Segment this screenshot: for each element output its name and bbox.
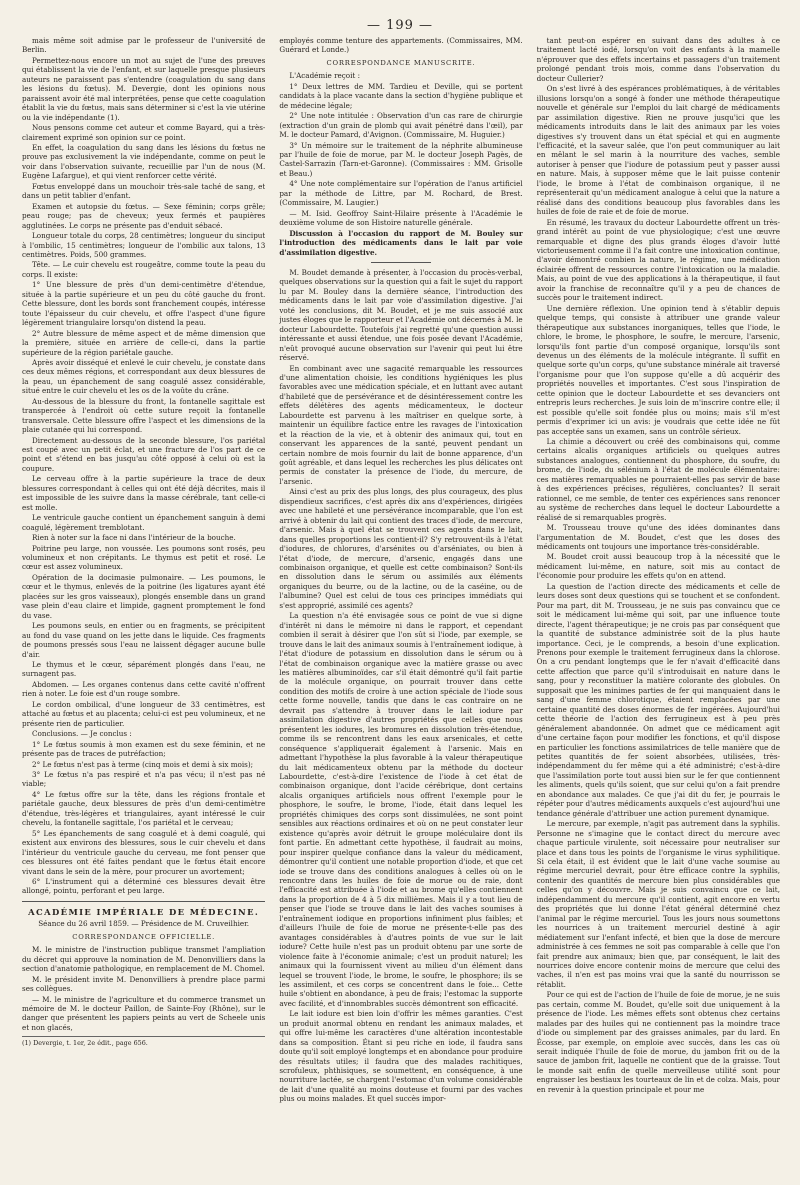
list-item: 3° Un mémoire sur le traitement de la néphrite albumineuse par l'huile de foie de morue, par M. le docteur Joseph Pagès, de Castel-Sarrazin (Tarn-et-Garonne). (Commissaires : MM. Grisolle et Beau.) — [279, 140, 523, 178]
column-3 — [537, 36, 780, 1173]
paragraph: M. le président invite M. Denonvilliers à prendre place parmi ses collègues. — [22, 974, 266, 994]
paragraph: On s'est livré à des espérances problématiques, à de véritables illusions lorsqu'on a songé à fonder une méthode thérapeutique nouvelle et générale sur l'emploi du lait chargé de médicaments par assimilation digestive. Rien ne prouve jusqu'ici que les médicaments introduits dans le lait des animaux par les voies digestives s'y trouvent dans un état spécial et qui en augmente l'efficacité, et la saveur salée, que l'on peut communiquer au lait en mêlant le sel marin à la nourriture des vaches, semble autoriser à penser que l'iodure de potassium peut y passer aussi en nature. Mais, à supposer même que le lait puisse contenir l'iode, le brome à l'état de combinaison organique, il ne représenterait qu'un médicament analogue à celui que la nature a réalisé dans des conditions beaucoup plus favorables dans les huiles de foie de raie et de foie de morue. — [536, 84, 780, 217]
paragraph: 2° Autre blessure de même aspect et de même dimension que la première, située en arrière de celle-ci, dans la partie supérieure de la région pariétale gauche. — [22, 328, 266, 357]
paragraph: M. Boudet demande à présenter, à l'occasion du procès-verbal, quelques observations sur la question qui a fait le sujet du rapport lu par M. Bouley dans la dernière séance, l'introduction des médicaments dans le lait par voie d'assimilation digestive. J'ai voté les conclusions, dit M. Boudet, et je me suis associé aux justes éloges que le rapporteur et l'Académie ont décernés à M. le docteur Labourdette. Toutefois j'ai regretté qu'une question aussi intéressante et aussi étendue, une fois posée devant l'Académie, n'eût provoqué aucune observation sur l'avenir qui peut lui être réservé. — [279, 267, 523, 363]
correspondance-manuscrite-heading: CORRESPONDANCE MANUSCRITE. — [326, 58, 476, 67]
column-1-body — [22, 36, 265, 896]
paragraph: Après avoir disséqué et enlevé le cuir chevelu, je constate dans ces deux mêmes régions, et correspondant aux deux blessures de la peau, un épanchement de sang coagulé assez considérable, situé entre le cuir chevelu et les os de la voûte du crâne. — [22, 357, 266, 396]
paragraph: mais même soit admise par le professeur de l'université de Berlin. — [22, 36, 266, 55]
paragraph: Une dernière réflexion. Une opinion tend à s'établir depuis quelque temps, qui consiste à attribuer une grande valeur thérapeutique aux substances inorganiques, telles que l'iode, le chlore, le brome, le phosphore, le soufre, le mercure, l'arsenic, lorsqu'ils font partie d'un composé organique, lorsqu'ils sont devenus un des éléments de la molécule intégrante. Il suffit en quelque sorte qu'un corps, qu'une substance minérale ait traversé l'organisme pour que l'on suppose qu'elle a dû acquérir des propriétés nouvelles et importantes. C'est sous l'inspiration de cette opinion que le docteur Labourdette et ses devanciers ont entrepris leurs recherches. Je suis loin de m'inscrire contre elle; il est possible qu'elle soit fondée plus ou moins; mais s'il m'est permis d'exprimer ici un avis: je voudrais que cette idée ne fût pas acceptée sans un examen, sans un contrôle sérieux. — [536, 303, 780, 436]
columns — [22, 36, 780, 1173]
list-item: 1° Deux lettres de MM. Tardieu et Deville, qui se portent candidats à la place vacante dans la section d'hygiène publique et de médecine légale; — [279, 81, 523, 110]
academy-title: ACADÉMIE IMPÉRIALE DE MÉDECINE. — [28, 906, 260, 917]
column-3-body — [537, 36, 780, 1094]
paragraph: Fœtus enveloppé dans un mouchoir très-sale taché de sang, et dans un petit tablier d'enfant. — [22, 181, 266, 201]
paragraph: Conclusions. — Je conclus : — [32, 729, 132, 739]
paragraph: 3° Le fœtus n'a pas respiré et n'a pas vécu; il n'est pas né viable; — [22, 769, 266, 789]
section-divider — [22, 901, 265, 902]
paragraph: tant peut-on espérer en suivant dans des adultes à ce traitement lacté iodé, lorsqu'on voit des enfants à la mamelle n'éprouver que des effets incertains et passagers d'un traitement prolongé pendant trois mois, comme dans l'observation du docteur Cullerier? — [536, 36, 780, 83]
paragraph: Le thymus et le cœur, séparément plongés dans l'eau, ne surnagent pas. — [22, 660, 266, 679]
paragraph: Poitrine peu large, non voussée. Les poumons sont rosés, peu volumineux et non crépitants. Le thymus est petit et rosé. Le cœur est assez volumineux. — [22, 543, 266, 572]
column-1 — [22, 36, 265, 1173]
paragraph: 5° Les épanchements de sang coagulé et à demi coagulé, qui existent aux environs des blessures, sous le cuir chevelu et dans l'intérieur du ventricule gauche du cerveau, me font penser que ces blessures ont été faites pendant que le fœtus était encore vivant dans le sein de la mère, pour procurer un avortement; — [22, 828, 266, 876]
paragraph: 6° L'instrument qui a déterminé ces blessures devait être allongé, pointu, perforant et peu large. — [22, 876, 266, 896]
paragraph: Rien à noter sur la face ni dans l'intérieur de la bouche. — [32, 533, 236, 543]
correspondance-manuscrite-items — [279, 82, 522, 228]
discussion-heading: Discussion à l'occasion du rapport de M. Bouley sur l'introduction des médicaments dans le lait par voie d'assimilation digestive. — [279, 228, 523, 257]
column-2 — [279, 36, 522, 1173]
paragraph: M. Trousseau trouve qu'une des idées dominantes dans l'argumentation de M. Boudet, c'est que les doses des médicaments ont toujours une importance très-considérable. — [536, 523, 780, 552]
paragraph: Le mercure, par exemple, n'agit pas autrement dans la syphilis. Personne ne s'imagine que le contact direct du mercure avec chaque particule virulente, soit nécessaire pour neutraliser sur place et dans tous les points de l'organisme le virus syphilitique. Si cela était, il est évident que le lait d'une vache soumise au régime mercuriel devrait, pour être efficace contre la syphilis, contenir des quantités de mercure bien plus considérables que celles qu'on y découvre. Mais je suis convaincu que ce lait, indépendamment du mercure qu'il contient, agit encore en vertu des propriétés que lui donne l'état général déterminé chez l'animal par le régime mercuriel. Tous les jours nous soumettons les nourrices à un traitement mercuriel destiné à agir médiatement sur l'enfant infecté, et bien que la dose de mercure administrée à ces femmes ne soit pas comparable à celle que l'on fait prendre aux animaux; bien que, par conséquent, le lait des nourrices doive encore contenir moins de mercure que celui des vaches, il n'en est pas moins vrai que la santé du nourrisson se rétablit. — [536, 819, 780, 989]
paragraph: Abdomen. — Les organes contenus dans cette cavité n'offrent rien à noter. Le foie est d'un rouge sombre. — [22, 679, 266, 699]
footnote: (1) Devergie, t. 1er, 2e édit., page 656. — [22, 1036, 265, 1048]
paragraph: Au-dessous de la blessure du front, la fontanelle sagittale est transpercée à l'endroit où cette suture reçoit la fontanelle transversale. Cette blessure offre l'aspect et les dimensions de la plaie cutanée qui lui correspond. — [22, 396, 266, 435]
paragraph: Le ventricule gauche contient un épanchement sanguin à demi coagulé, légèrement tremblotant. — [22, 513, 266, 532]
column-2-body — [279, 268, 522, 1104]
list-item: 4° Une note complémentaire sur l'opération de l'anus artificiel par la méthode de Littre, par M. Rochard, de Brest. (Commissaire, M. Laugier.) — [279, 179, 523, 208]
paragraph: Tête. — Le cuir chevelu est rougeâtre, comme toute la peau du corps. Il existe: — [22, 260, 266, 279]
paragraph: Le lait iodure est bien loin d'offrir les mêmes garanties. C'est un produit anormal obtenu en rendant les animaux malades, et qui offre lui-même les caractères d'une altération incontestable dans sa composition. Étant si peu riche en iode, il faudra sans doute qu'il soit employé longtemps et en abondance pour produire des résultats utiles; il faudra que des malades rachitiques, scrofuleux, phthisiques, se soumettent, en conséquence, à une nourriture lactée, se chargent l'estomac d'un volume considérable de lait d'une qualité au moins douteuse et fourni par des vaches plus ou moins malades. Et quel succès impor- — [279, 1009, 523, 1104]
paragraph: Directement au-dessous de la seconde blessure, l'os pariétal est coupé avec un petit éclat, et une fracture de l'os part de ce point et s'étend en bas jusqu'au côté opposé à celui où est la coupure. — [22, 435, 266, 473]
paragraph: En combinant avec une sagacité remarquable les ressources d'une alimentation choisie, les conditions hygiéniques les plus favorables avec une médication spéciale, et en luttant avec autant d'habileté que de persévérance et de désintéressement contre les effets délétères des agents médicamenteux, le docteur Labourdette est parvenu à les maîtriser en quelque sorte, à maintenir un équilibre factice entre les ravages de l'intoxication et la réaction de la vie, et à obtenir des animaux qui, tout en conservant les apparences de la santé, peuvent pendant un certain nombre de mois fournir du lait de bonne apparence, d'un goût agréable, et dans lequel les recherches les plus délicates ont permis de constater la présence de l'iode, du mercure, de l'arsenic. — [279, 363, 523, 486]
column-2-intro: employés comme tenture des appartements. (Commissaires, MM. Guérard et Londe.) — [279, 36, 523, 55]
list-item: — M. Isid. Geoffroy Saint-Hilaire présente à l'Académie le deuxième volume de son Histoire naturelle générale. — [279, 208, 523, 228]
paragraph: 4° Le fœtus offre sur la tête, dans les régions frontale et pariétale gauche, deux blessures de près d'un demi-centimètre d'étendue, très-légères et triangulaires, ayant intéressé le cuir chevelu, la fontanelle sagittale, l'os pariétal et le cerveau; — [22, 789, 266, 828]
paragraph: Nous pensons comme cet auteur et comme Bayard, qui a très-clairement exprimé son opinion sur ce point. — [22, 123, 266, 142]
paragraph: 1° Une blessure de près d'un demi-centimètre d'étendue, située à la partie supérieure et un peu du côté gauche du front. Cette blessure, dont les bords sont franchement coupés, intéresse toute l'épaisseur du cuir chevelu, et offre l'aspect d'une figure légèrement triangulaire lorsqu'on distend la peau. — [22, 280, 266, 328]
paragraph: Longueur totale du corps, 28 centimètres; longueur du sinciput à l'ombilic, 15 centimètres; longueur de l'ombilic aux talons, 13 centimètres. Poids, 500 grammes. — [22, 231, 266, 259]
paragraph: Les poumons seuls, en entier ou en fragments, se précipitent au fond du vase quand on les jette dans le liquide. Ces fragments de poumons pressés sous l'eau ne laissent dégager aucune bulle d'air. — [22, 621, 266, 659]
paragraph: — M. le ministre de l'agriculture et du commerce transmet un mémoire de M. le docteur Paillon, de Sainte-Foy (Rhône), sur le danger que présentent les papiers peints au vert de Scheele unis et non glacés, — [22, 994, 266, 1032]
page-number: — 199 — — [366, 18, 434, 33]
paragraph: En effet, la coagulation du sang dans les lésions du fœtus ne prouve pas exclusivement la vie indépendante, comme on peut le voir dans l'observation suivante, recueillie par l'un de nous (M. Eugène Lafargue), et qui vient renforcer cette vérité. — [22, 142, 266, 181]
list-item: 2° Une note intitulée : Observation d'un cas rare de chirurgie (extraction d'un grain de plomb qui avait pénétré dans l'œil), par M. le docteur Pamard, d'Avignon. (Commissaire, M. Huguier.) — [279, 111, 523, 140]
paragraph: En résumé, les travaux du docteur Labourdette offrent un très-grand intérêt au point de vue physiologique; c'est une œuvre remarquable et digne des plus grands éloges d'avoir lutté victorieusement comme il l'a fait contre une intoxication continue, d'avoir démontré combien la nature, le régime, une médication éclairée offrent de ressources contre l'intoxication ou la maladie. Mais, au point de vue des applications à la thérapeutique, il faut avoir la franchise de reconnaître qu'il y a peu de chances de succès pour le traitement indirect. — [536, 217, 780, 303]
paragraph: Ainsi c'est au prix des plus longs, des plus courageux, des plus dispendieux sacrifices, c'est après dix ans d'expériences, dirigées avec une habileté et une persévérance incomparable, que l'on est arrivé à obtenir du lait qui contient des traces d'iode, de mercure, d'arsenic. Mais à quel état se trouvent ces agents dans le lait, dans quelles proportions les contient-il? S'y retrouvent-ils à l'état d'iodures, de chlorures, d'arsénites ou d'arséniates, ou bien à l'état d'iode, de mercure, d'arsenic, engagés dans une combinaison organique, et quelle est cette combinaison? Sont-ils en dissolution dans le sérum ou assimilés aux éléments organiques du beurre, ou de la lactine, ou de la caséine, ou de l'albumine? Quel est celui de tous ces principes immédiats qui s'est approprié, assimilé ces agents? — [279, 487, 523, 610]
paragraph: M. le ministre de l'instruction publique transmet l'ampliation du décret qui approuve la nomination de M. Denonvilliers dans la section d'anatomie pathologique, en remplacement de M. Chomel. — [22, 945, 266, 974]
paragraph: La question de l'action directe des médicaments et celle de leurs doses sont deux questions qui se touchent et se confondent. Pour ma part, dit M. Trousseau, je ne suis pas convaincu que ce soit le médicament lui-même qui soit, par une influence toute directe, l'agent thérapeutique; je ne crois pas par conséquent que la quantité de substance administrée soit de la plus haute importance. Ceci, je le comprends, a besoin d'une explication. Prenons pour exemple le traitement ferrugineux dans la chlorose. On a cru pendant longtemps que le fer n'avait d'efficacité dans cette affection que parce qu'il s'introduisait en nature dans le sang, pour y reconstituer la matière colorante des globules. On supposait que les minimes parties de fer qui manquaient dans le sang d'une femme chlorotique, étaient remplacées par une certaine quantité des doses énormes de fer ingérées. Aujourd'hui cette théorie de l'action des ferrugineux est à peu près généralement abandonnée. On admet que ce médicament agit d'une certaine façon pour modifier les fonctions, et qu'il dispose en particulier les fonctions assimilatrices de telle manière que de petites quantités de fer soient absorbées, utilisées, très-indépendamment du fer même qui a été administré; c'est-à-dire que l'assimilation porte tout aussi bien sur le fer que contiennent les aliments, quels qu'ils soient, que sur celui qu'on a fait prendre en abondance aux malades. Ce que j'ai dit du fer, je pourrais le répéter pour d'autres médicaments auxquels c'est aujourd'hui une tendance générale d'attribuer une action purement dynamique. — [536, 581, 780, 818]
correspondance-officielle-body — [22, 945, 265, 1032]
recu-line: L'Académie reçoit : — [289, 71, 361, 81]
paragraph: Pour ce qui est de l'action de l'huile de foie de morue, je ne suis pas certain, comme M. Boudet, qu'elle soit due uniquement à la présence de l'iode. Les mêmes effets sont obtenus chez certains malades par des huiles qui ne contiennent pas la moindre trace d'iode ou simplement par des graisses animales, par du lard. En Écosse, par exemple, on emploie avec succès, dans les cas où serait indiquée l'huile de foie de morue, du jambon frit ou de la sauce de jambon frit, laquelle ne contient que de la graisse. Tout le monde sait enfin de quelle merveilleuse utilité sont pour engraisser les bestiaux les tourteaux de lin et de colza. Mais, pour en revenir à la question principale et pour me — [536, 990, 780, 1094]
paragraph: Le cerveau offre à la partie supérieure la trace de deux blessures correspondant à celles qui ont été déjà décrites, mais il est impossible de les suivre dans la masse cérébrale, tant celle-ci est molle. — [22, 474, 266, 512]
paragraph: Examen et autopsie du fœtus. — Sexe féminin; corps grêle; peau rouge; pas de cheveux; yeux fermés et paupières agglutinées. Le corps ne présente pas d'enduit sébacé. — [22, 201, 266, 230]
correspondance-officielle-heading: CORRESPONDANCE OFFICIELLE. — [72, 932, 216, 941]
paragraph: M. Boudet croit aussi beaucoup trop à la nécessité que le médicament lui-même, en nature, soit mis au contact de l'économie pour produire les effets qu'on en attend. — [536, 552, 780, 581]
paragraph: Le cordon ombilical, d'une longueur de 33 centimètres, est attaché au fœtus et au placenta; celui-ci est peu volumineux, et ne présente rien de particulier. — [22, 699, 266, 728]
paragraph: La question n'a été envisagée sous ce point de vue si digne d'intérêt ni dans le mémoire ni dans le rapport, et cependant combien il serait à désirer que l'on sût si l'iode, par exemple, se trouve dans le lait des animaux soumis à l'entraînement iodique, à l'état d'iodure de potassium en dissolution dans le sérum ou à l'état de combinaison organique avec la matière grasse ou avec les matières albuminoïdes, car s'il était démontré qu'il fait partie de la molécule organique, on pourrait trouver dans cette condition des motifs de croire à une action spéciale de l'iode sous cette forme nouvelle, tandis que dans le cas contraire on ne devrait pas s'attendre à trouver dans le lait iodure par assimilation digestive d'autres propriétés que celles que nous présentent les iodures, les bromures en dissolution très-étendue, comme ils se rencontrent dans les eaux arsenicales, et cette conséquence s'appliquerait également à l'arsenic. Mais en admettant l'hypothèse la plus favorable à la valeur thérapeutique du lait médicamenteux obtenu par la méthode du docteur Labourdette, c'est-à-dire l'existence de l'iode à cet état de combinaison organique, dont l'acide cérébrique, dont certains alcalis organiques artificiels nous offrent l'exemple pour le phosphore, le soufre, le brome, l'iode, était dans lequel les propriétés chimiques des corps sont dissimulées, ne sont point sensibles aux réactions ordinaires et où on ne peut constater leur existence qu'après avoir détruit le groupe moléculaire dont ils font partie. En admettant cette hypothèse, il faudrait au moins, pour inspirer quelque confiance dans la valeur du médicament, démontrer qu'il contient une notable proportion d'iode, et que cet iode se trouve dans des conditions analogues à celles où on le rencontre dans les huiles de foie de morue ou de raie, dont l'efficacité est attribuée à l'iode et au brome qu'elles contiennent dans la proportion de 4 à 5 dix millièmes. Mais il y a tout lieu de penser que l'iode se trouve dans le lait des vaches soumises à l'entraînement iodique en proportions infiniment plus faibles; et d'ailleurs l'huile de foie de morue ne présente-t-elle pas des avantages considérables à d'autres points de vue sur le lait iodure? Cette huile n'est pas un produit obtenu par une sorte de violence faite à l'économie animale; c'est un produit naturel; les animaux qui la fournissent vivent au milieu d'un élément dans lequel se trouvent l'iode, le brome, le soufre, le phosphore; ils se les assimilent, et ces corps se concentrent dans le foie... Cette huile s'obtient en abondance, à peu de frais; l'estomac la supporte avec facilité, et d'innombrables succès démontrent son efficacité. — [279, 611, 523, 1008]
paragraph: 1° Le fœtus soumis à mon examen est du sexe féminin, et ne présente pas de traces de putréfaction; — [22, 739, 266, 759]
paragraph: Opération de la docimasie pulmonaire. — Les poumons, le cœur et le thymus, enlevés de la poitrine (les ligatures ayant été placées sur les gros vaisseaux), plongés ensemble dans un grand vase plein d'eau claire et limpide, gagnent promptement le fond du vase. — [22, 572, 266, 620]
seance-line: Séance du 26 avril 1859. — Présidence de M. Cruveilhier. — [38, 919, 250, 929]
paragraph: 2° Le fœtus n'est pas à terme (cinq mois et demi à six mois); — [32, 759, 254, 769]
short-divider — [371, 262, 431, 263]
paragraph: Permettez-nous encore un mot au sujet de l'une des preuves qui établissent la vie de l'enfant, et sur laquelle presque plusieurs auteurs ne paraissent pas s'entendre (coagulation du sang dans les lésions du fœtus). M. Devergie, dont les opinions nous paraissent avoir été mal interprétées, pense que cette coagulation établit la vie du fœtus, mais sans déterminer si c'est la vie utérine ou la vie indépendante (1). — [22, 55, 266, 122]
paragraph: La chimie a découvert ou créé des combinaisons qui, comme certains alcalis organiques artificiels ou quelques autres substances analogues, contiennent du phosphore, du soufre, du brome, de l'iode, du sélénium à l'état de molécule élémentaire: ces matières remarquables ne pourraient-elles pas servir de base à des expériences précises, régulières, concluantes? Il serait rationnel, ce me semble, de tenter ces expériences sans renoncer au système de recherches dans lequel le docteur Labourdette a réalisé de si remarquables progrès. — [536, 437, 780, 522]
